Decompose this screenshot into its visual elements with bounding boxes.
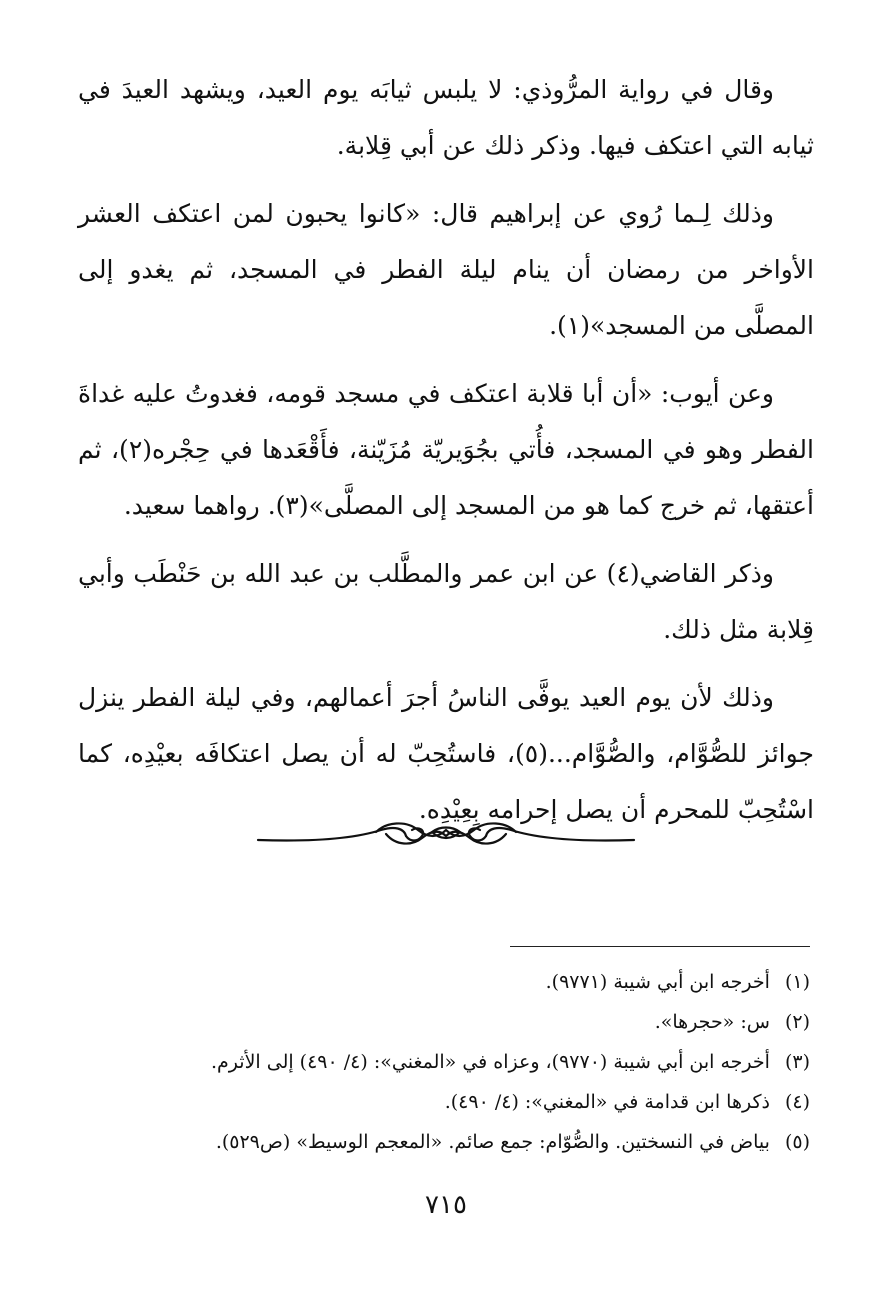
- paragraph: وذلك لِـما رُوي عن إبراهيم قال: «كانوا يحبون لمن اعتكف العشر الأواخر من رمضان أن ينام ليلة الفطر في المسجد، ثم يغدو إلى المصلَّى من المسجد»(١).: [78, 199, 814, 340]
- footnote-item: [78, 1042, 810, 1082]
- paragraph: وقال في رواية المرُّوذي: لا يلبس ثيابَه يوم العيد، ويشهد العيدَ في ثيابه التي اعتكف فيها. وذكر ذلك عن أبي قِلابة.: [78, 75, 814, 160]
- page-number: ٧١٥: [425, 1190, 467, 1220]
- footnote-text: س: «حجرها».: [654, 1011, 770, 1033]
- footnote-number: (١): [784, 971, 810, 993]
- footnote-number: (٣): [784, 1051, 810, 1073]
- footnote-item: [78, 1002, 810, 1042]
- paragraph: وذكر القاضي(٤) عن ابن عمر والمطَّلب بن عبد الله بن حَنْطَب وأبي قِلابة مثل ذلك.: [78, 559, 814, 644]
- footnote-text: أخرجه ابن أبي شيبة (٩٧٧٠)، وعزاه في «المغني»: (٤/ ٤٩٠) إلى الأثرم.: [211, 1051, 770, 1073]
- paragraph: وذلك لأن يوم العيد يوفَّى الناسُ أجرَ أعمالهم، وفي ليلة الفطر ينزل جوائز للصُّوَّام، والصُّوَّام...(٥)، فاستُحِبّ له أن يصل اعتكافَه بعيْدِه، كما اسْتُحِبّ للمحرم أن يصل إحرامه بِعِيْدِه.: [78, 683, 814, 824]
- footnote-number: (٥): [784, 1131, 810, 1153]
- footnote-text: أخرجه ابن أبي شيبة (٩٧٧١).: [545, 971, 770, 993]
- footnote-text: بياض في النسختين. والصُّوّام: جمع صائم. «المعجم الوسيط» (ص٥٢٩).: [215, 1131, 770, 1153]
- footnote-number: (٢): [784, 1011, 810, 1033]
- main-text: [78, 62, 814, 850]
- footnote-item: [78, 962, 810, 1002]
- footnote-item: [78, 1082, 810, 1122]
- footnote-item: [78, 1122, 810, 1162]
- footnotes: [78, 962, 810, 1162]
- ornament-divider-icon: [256, 808, 636, 868]
- footnote-divider: [510, 946, 810, 947]
- paragraph: وعن أيوب: «أن أبا قلابة اعتكف في مسجد قومه، فغدوتُ عليه غداةَ الفطر وهو في المسجد، فأُتي بجُوَيريّة مُزَيّنة، فأَقْعَدها في حِجْره(٢)، ثم أعتقها، ثم خرج كما هو من المسجد إلى المصلَّى»(٣). رواهما سعيد.: [78, 379, 814, 520]
- footnote-text: ذكرها ابن قدامة في «المغني»: (٤/ ٤٩٠).: [444, 1091, 770, 1113]
- footnote-number: (٤): [784, 1091, 810, 1113]
